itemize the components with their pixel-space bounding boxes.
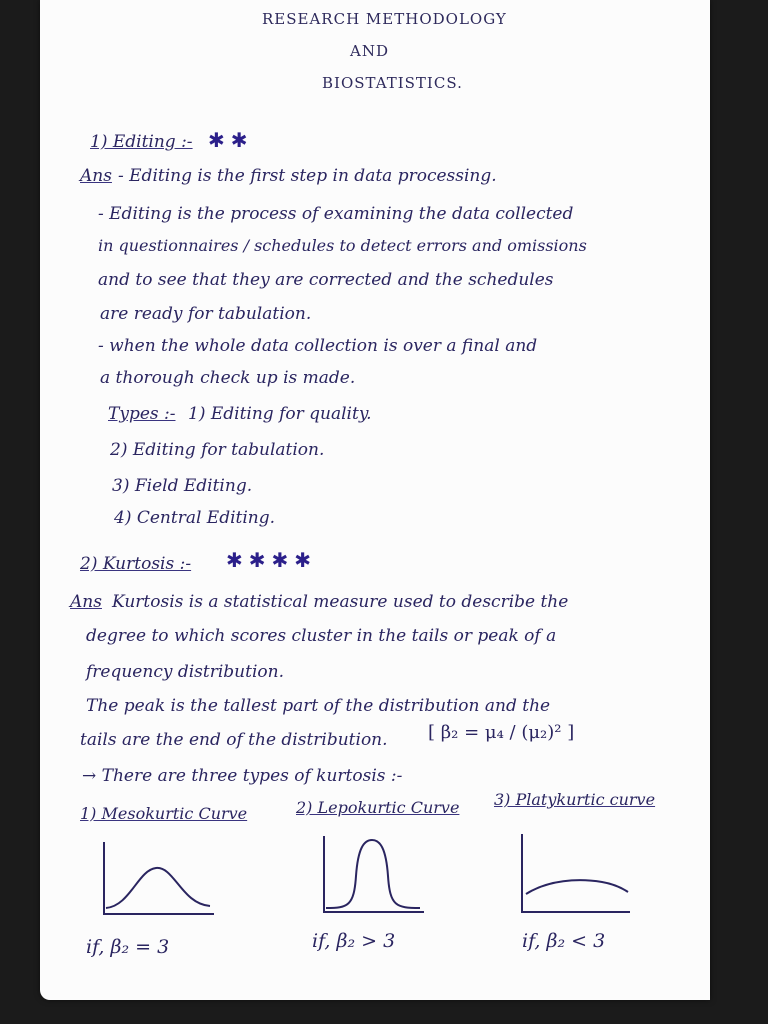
editing-line-1: - Editing is the first step in data processing. <box>118 166 497 186</box>
kurtosis-ans-label: Ans <box>70 592 102 612</box>
curve-condition-lepto: if, β₂ > 3 <box>312 930 396 952</box>
editing-line-3: in questionnaires / schedules to detect errors and omissions <box>98 236 587 255</box>
editing-type-3: 3) Field Editing. <box>112 476 253 496</box>
title-line-1: RESEARCH METHODOLOGY <box>262 10 507 28</box>
editing-stars: ✱✱ <box>208 128 254 152</box>
curve-label-lepto: 2) Lepokurtic Curve <box>296 798 460 817</box>
curve-label-meso: 1) Mesokurtic Curve <box>80 804 248 823</box>
title-line-2: AND <box>350 42 389 60</box>
leptokurtic-curve-sketch <box>320 836 430 916</box>
notebook-page <box>40 0 710 1000</box>
editing-type-4: 4) Central Editing. <box>114 508 276 528</box>
curve-condition-platy: if, β₂ < 3 <box>522 930 606 952</box>
kurtosis-stars: ✱✱✱✱ <box>226 548 318 572</box>
editing-line-2: - Editing is the process of examining the data collected <box>98 204 574 224</box>
editing-line-4: and to see that they are corrected and the schedules <box>98 270 554 290</box>
editing-type-1: 1) Editing for quality. <box>188 404 372 424</box>
kurtosis-line-4: The peak is the tallest part of the distribution and the <box>86 696 551 716</box>
kurtosis-heading: 2) Kurtosis :- <box>80 554 192 574</box>
kurtosis-line-5: tails are the end of the distribution. <box>80 730 388 750</box>
editing-heading: 1) Editing :- <box>90 132 193 152</box>
kurtosis-line-2: degree to which scores cluster in the tails or peak of a <box>86 626 557 646</box>
kurtosis-line-1: Kurtosis is a statistical measure used to describe the <box>112 592 569 612</box>
editing-line-5: are ready for tabulation. <box>100 304 312 324</box>
editing-type-2: 2) Editing for tabulation. <box>110 440 325 460</box>
kurtosis-formula: [ β₂ = μ₄ / (μ₂)² ] <box>428 722 575 743</box>
mesokurtic-curve-sketch <box>100 842 220 922</box>
platykurtic-curve-sketch <box>518 834 638 914</box>
kurtosis-line-3: frequency distribution. <box>86 662 284 682</box>
editing-ans-label: Ans <box>80 166 112 186</box>
kurtosis-types-intro: → There are three types of kurtosis :- <box>82 766 403 786</box>
curve-condition-meso: if, β₂ = 3 <box>86 936 170 958</box>
editing-line-6: - when the whole data collection is over a final and <box>98 336 538 356</box>
editing-types-label: Types :- <box>108 404 176 424</box>
curve-label-platy: 3) Platykurtic curve <box>494 790 656 809</box>
title-line-3: BIOSTATISTICS. <box>322 74 463 92</box>
editing-line-7: a thorough check up is made. <box>100 368 356 388</box>
